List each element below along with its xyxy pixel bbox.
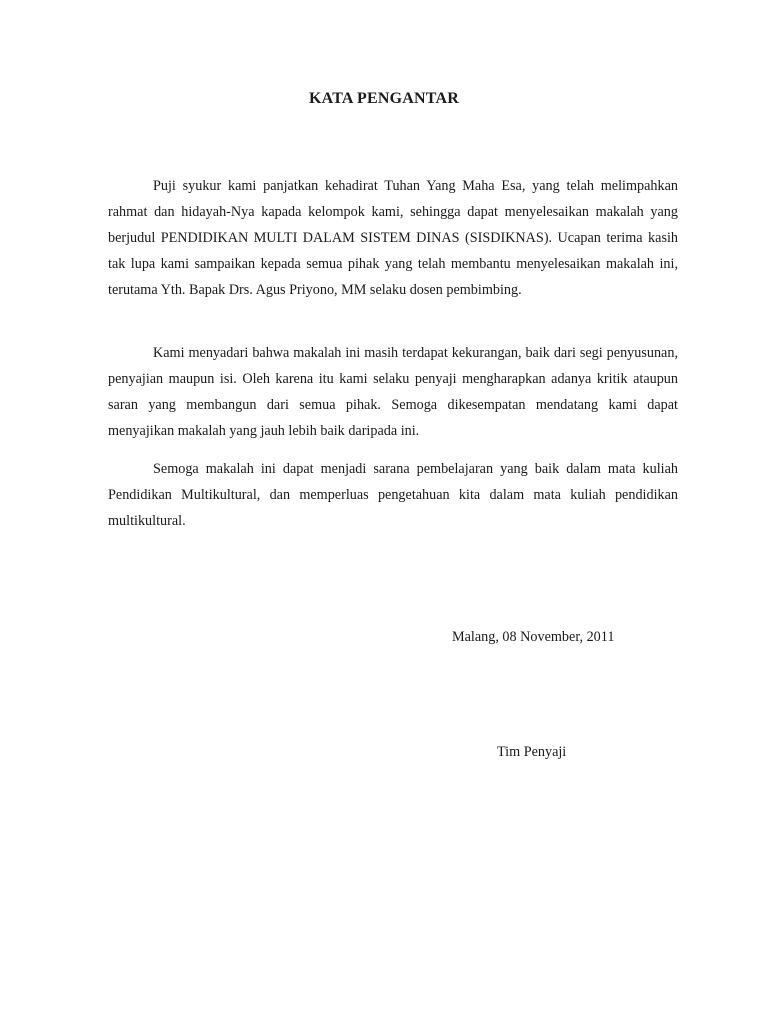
signatory: Tim Penyaji [497,744,567,760]
page-title: KATA PENGANTAR [309,90,459,107]
paragraph-acknowledgement: Kami menyadari bahwa makalah ini masih terdapat kekurangan, baik dari segi penyusunan, penyajian maupun isi. Oleh karena itu kami selaku penyaji mengharapkan adanya kritik ataupun saran yang membangun dari semua pihak. Semoga dikesempatan mendatang kami dapat menyajikan makalah yang jauh lebih baik daripada ini. [108,345,678,439]
place-date: Malang, 08 November, 2011 [452,629,615,645]
paragraph-opening: Puji syukur kami panjatkan kehadirat Tuhan Yang Maha Esa, yang telah melimpahkan rahmat dan hidayah-Nya kapada kelompok kami, sehingga dapat menyelesaikan makalah yang berjudul PENDIDIKAN MULTI DALAM SISTEM DINAS (SISDIKNAS). Ucapan terima kasih tak lupa kami sampaikan kepada semua pihak yang telah membantu menyelesaikan makalah ini, terutama Yth. Bapak Drs. Agus Priyono, MM selaku dosen pembimbing. [108,178,678,298]
paragraph-closing: Semoga makalah ini dapat menjadi sarana pembelajaran yang baik dalam mata kuliah Pendidikan Multikultural, dan memperluas pengetahuan kita dalam mata kuliah pendidikan multikultural. [108,461,678,529]
